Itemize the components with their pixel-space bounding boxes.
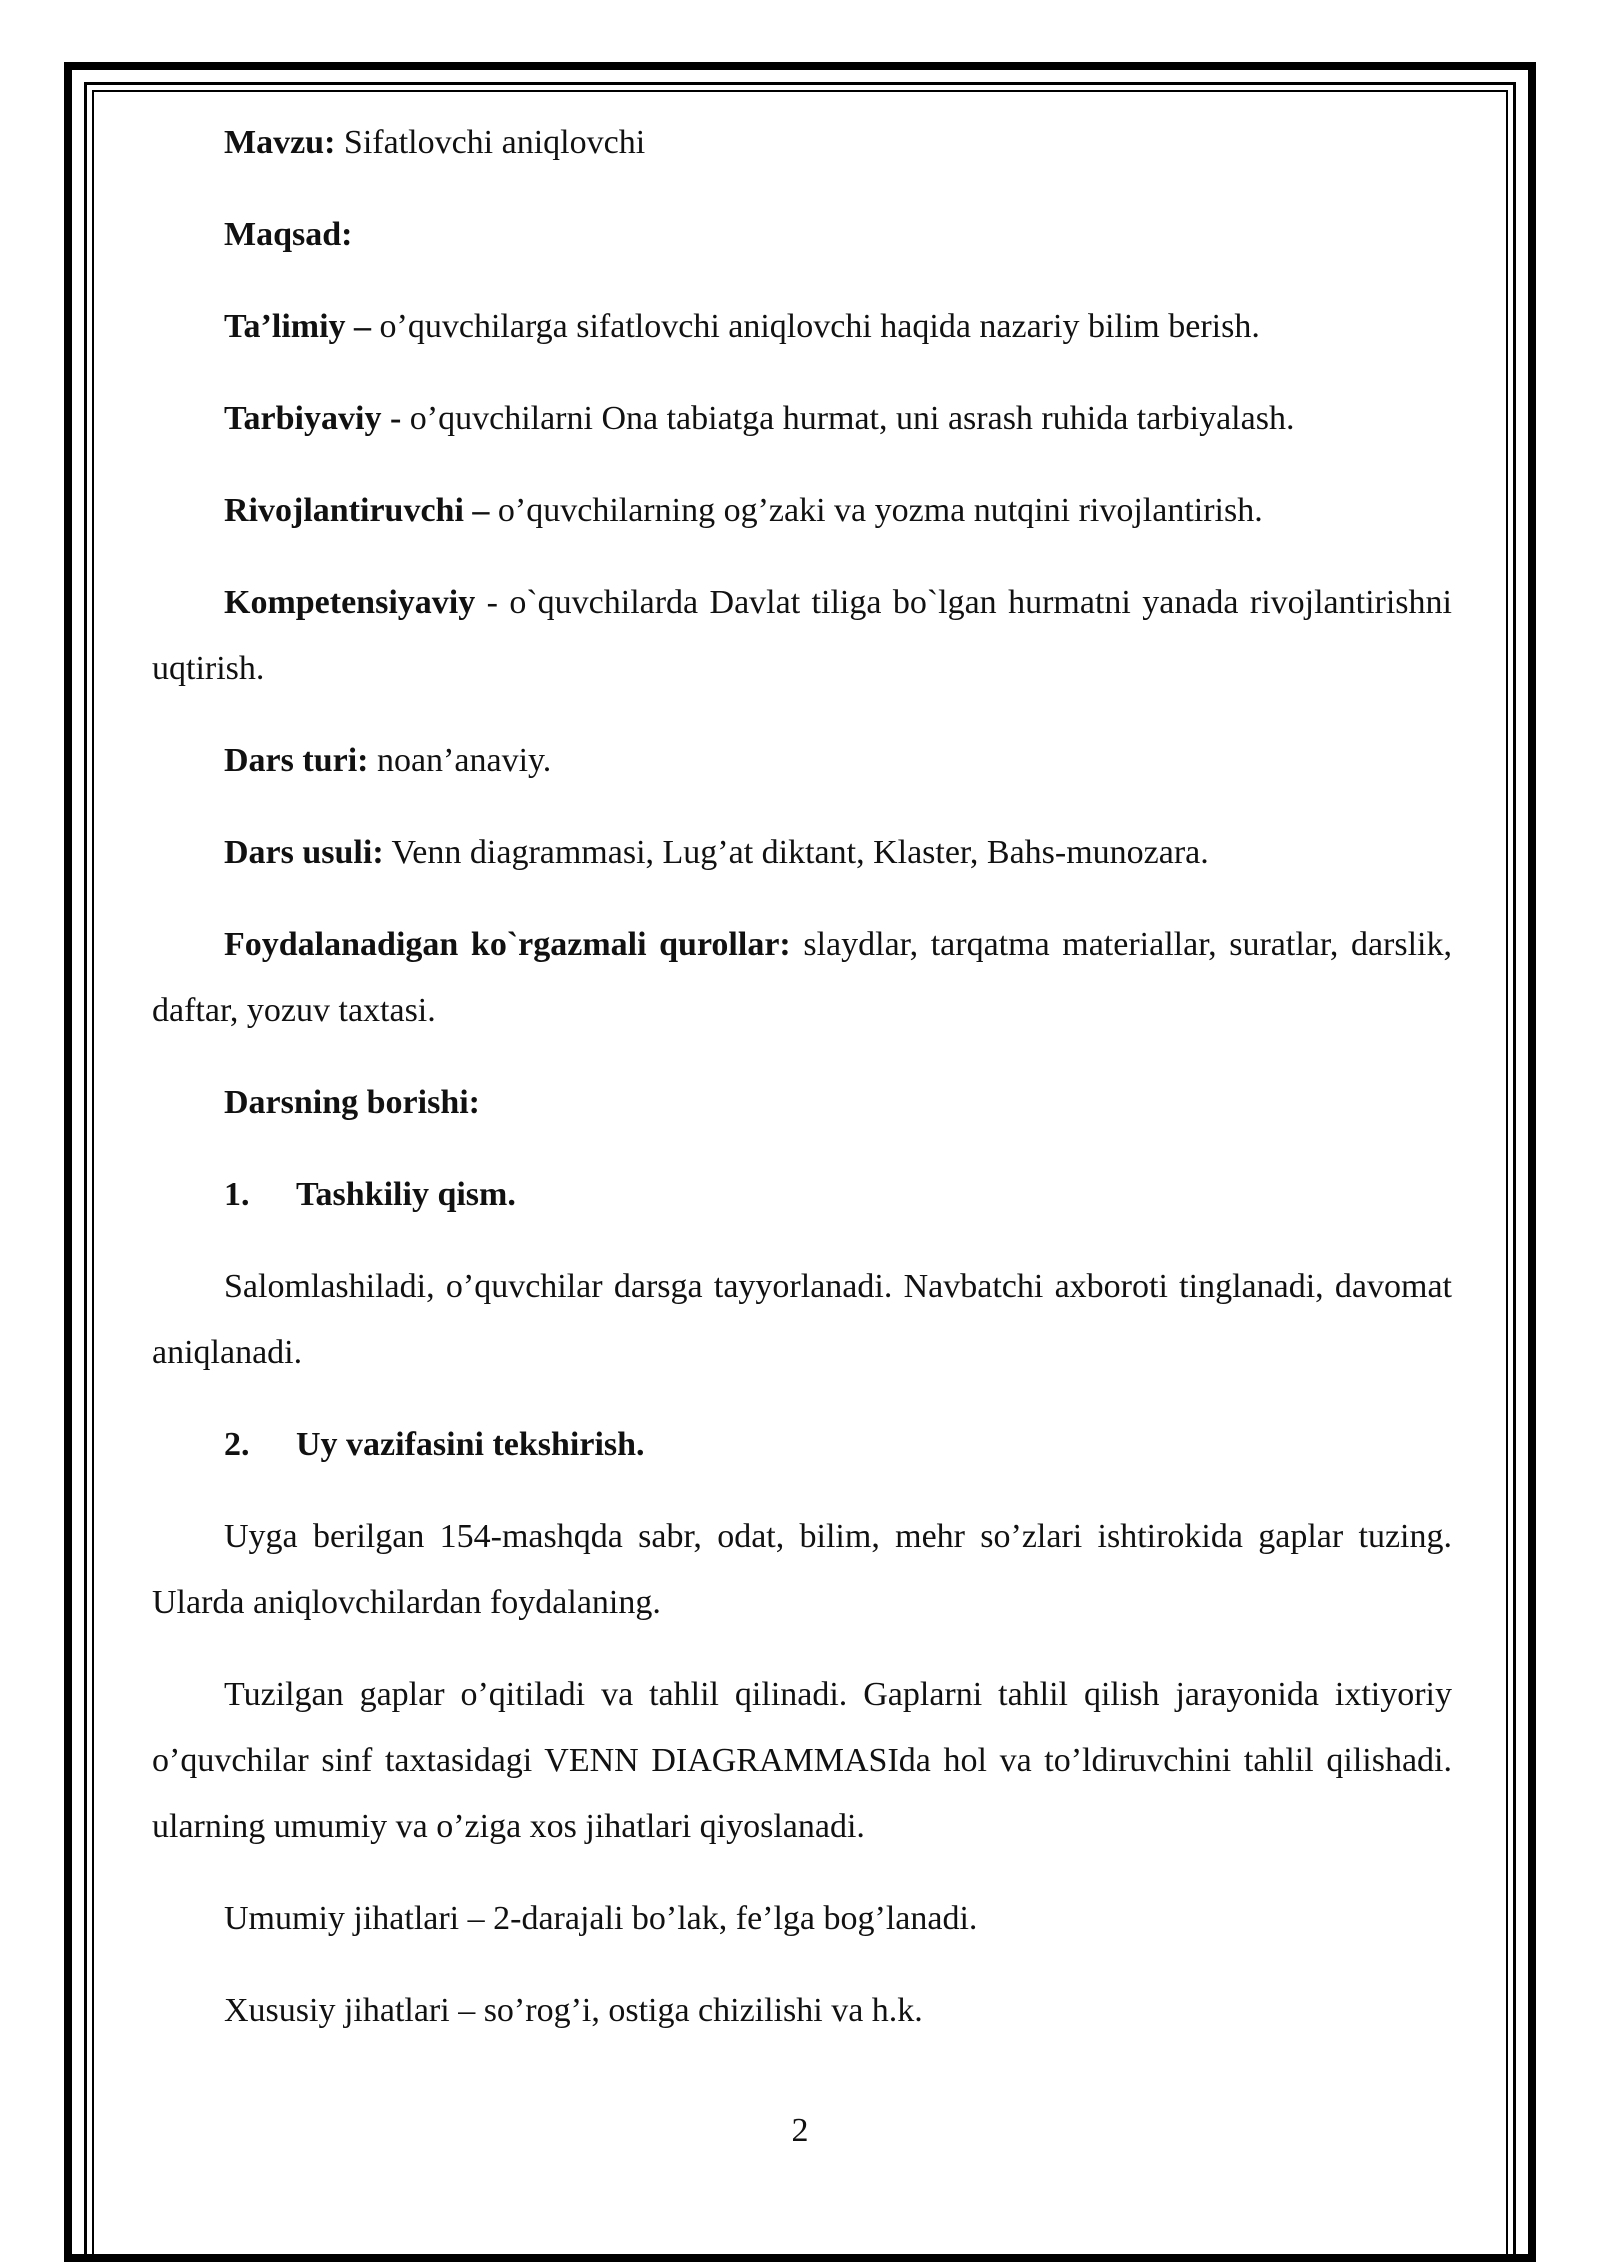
step1-paragraph: Salomlashiladi, o’quvchilar darsga tayyorlanadi. Navbatchi axboroti tinglanadi, davomat aniqlanadi.: [152, 1268, 1452, 1371]
visual-aids-label: Foydalanadigan ko`rgazmali qurollar:: [224, 926, 791, 963]
upbringing-goal: [152, 386, 1452, 452]
step1-heading: [224, 1162, 1452, 1228]
lesson-flow-heading: [152, 1070, 1452, 1136]
lesson-flow-label: Darsning borishi:: [224, 1084, 480, 1121]
goal-label: Maqsad:: [224, 216, 353, 253]
lesson-method: [152, 820, 1452, 886]
lesson-type: [152, 728, 1452, 794]
visual-aids: [152, 912, 1452, 1044]
developmental-text: o’quvchilarning og’zaki va yozma nutqini rivojlantirish.: [489, 492, 1263, 529]
page-number: 2: [791, 2112, 809, 2149]
visual-aids-text: slaydlar, tarqatma materiallar, suratlar, darslik, daftar, yozuv taxtasi.: [152, 926, 1452, 1029]
goal-heading: [152, 202, 1452, 268]
common-features: Umumiy jihatlari – 2-darajali bo’lak, fe’lga bog’lanadi.: [224, 1900, 978, 1937]
step2-heading: [224, 1412, 1452, 1478]
lesson-type-text: noan’anaviy.: [368, 742, 552, 779]
educational-text: o’quvchilarga sifatlovchi aniqlovchi haqida nazariy bilim berish.: [379, 308, 1260, 345]
lesson-method-label: Dars usuli:: [224, 834, 384, 871]
developmental-goal: [152, 478, 1452, 544]
step1-title: Tashkiliy qism.: [296, 1176, 516, 1213]
upbringing-text: o’quvchilarni Ona tabiatga hurmat, uni asrash ruhida tarbiyalash.: [401, 400, 1295, 437]
step2-paragraph-2: Tuzilgan gaplar o’qitiladi va tahlil qilinadi. Gaplarni tahlil qilish jarayonida ixtiyoriy o’quvchilar sinf taxtasidagi VENN DIAGRAMMASIda hol va to’ldiruvchini tahlil qilishadi. ularning umumiy va o’ziga xos jihatlari qiyoslanadi.: [152, 1676, 1452, 1845]
topic-value: Sifatlovchi aniqlovchi: [335, 124, 646, 161]
topic-label: Mavzu:: [224, 124, 336, 161]
step1-number: 1.: [224, 1176, 250, 1213]
competence-text: - o`quvchilarda Davlat tiliga bo`lgan hurmatni yanada rivojlantirishni uqtirish.: [152, 584, 1452, 687]
step2-paragraph-1: Uyga berilgan 154-mashqda sabr, odat, bilim, mehr so’zlari ishtirokida gaplar tuzing. Ularda aniqlovchilardan foydalaning.: [152, 1518, 1452, 1621]
developmental-label: Rivojlantiruvchi –: [224, 492, 490, 529]
step2-title: Uy vazifasini tekshirish.: [296, 1426, 645, 1463]
educational-goal: [152, 294, 1452, 360]
lesson-type-label: Dars turi:: [224, 742, 369, 779]
topic-line: [152, 110, 1452, 176]
competence-goal: [152, 570, 1452, 702]
lesson-method-text: Venn diagrammasi, Lug’at diktant, Klaster, Bahs-munozara.: [383, 834, 1209, 871]
specific-features: Xususiy jihatlari – so’rog’i, ostiga chizilishi va h.k.: [224, 1992, 923, 2029]
educational-label: Ta’limiy –: [224, 308, 380, 345]
upbringing-label: Tarbiyaviy -: [224, 400, 402, 437]
step2-number: 2.: [224, 1426, 250, 1463]
document-body: [152, 110, 1452, 2070]
competence-label: Kompetensiyaviy: [224, 584, 476, 621]
